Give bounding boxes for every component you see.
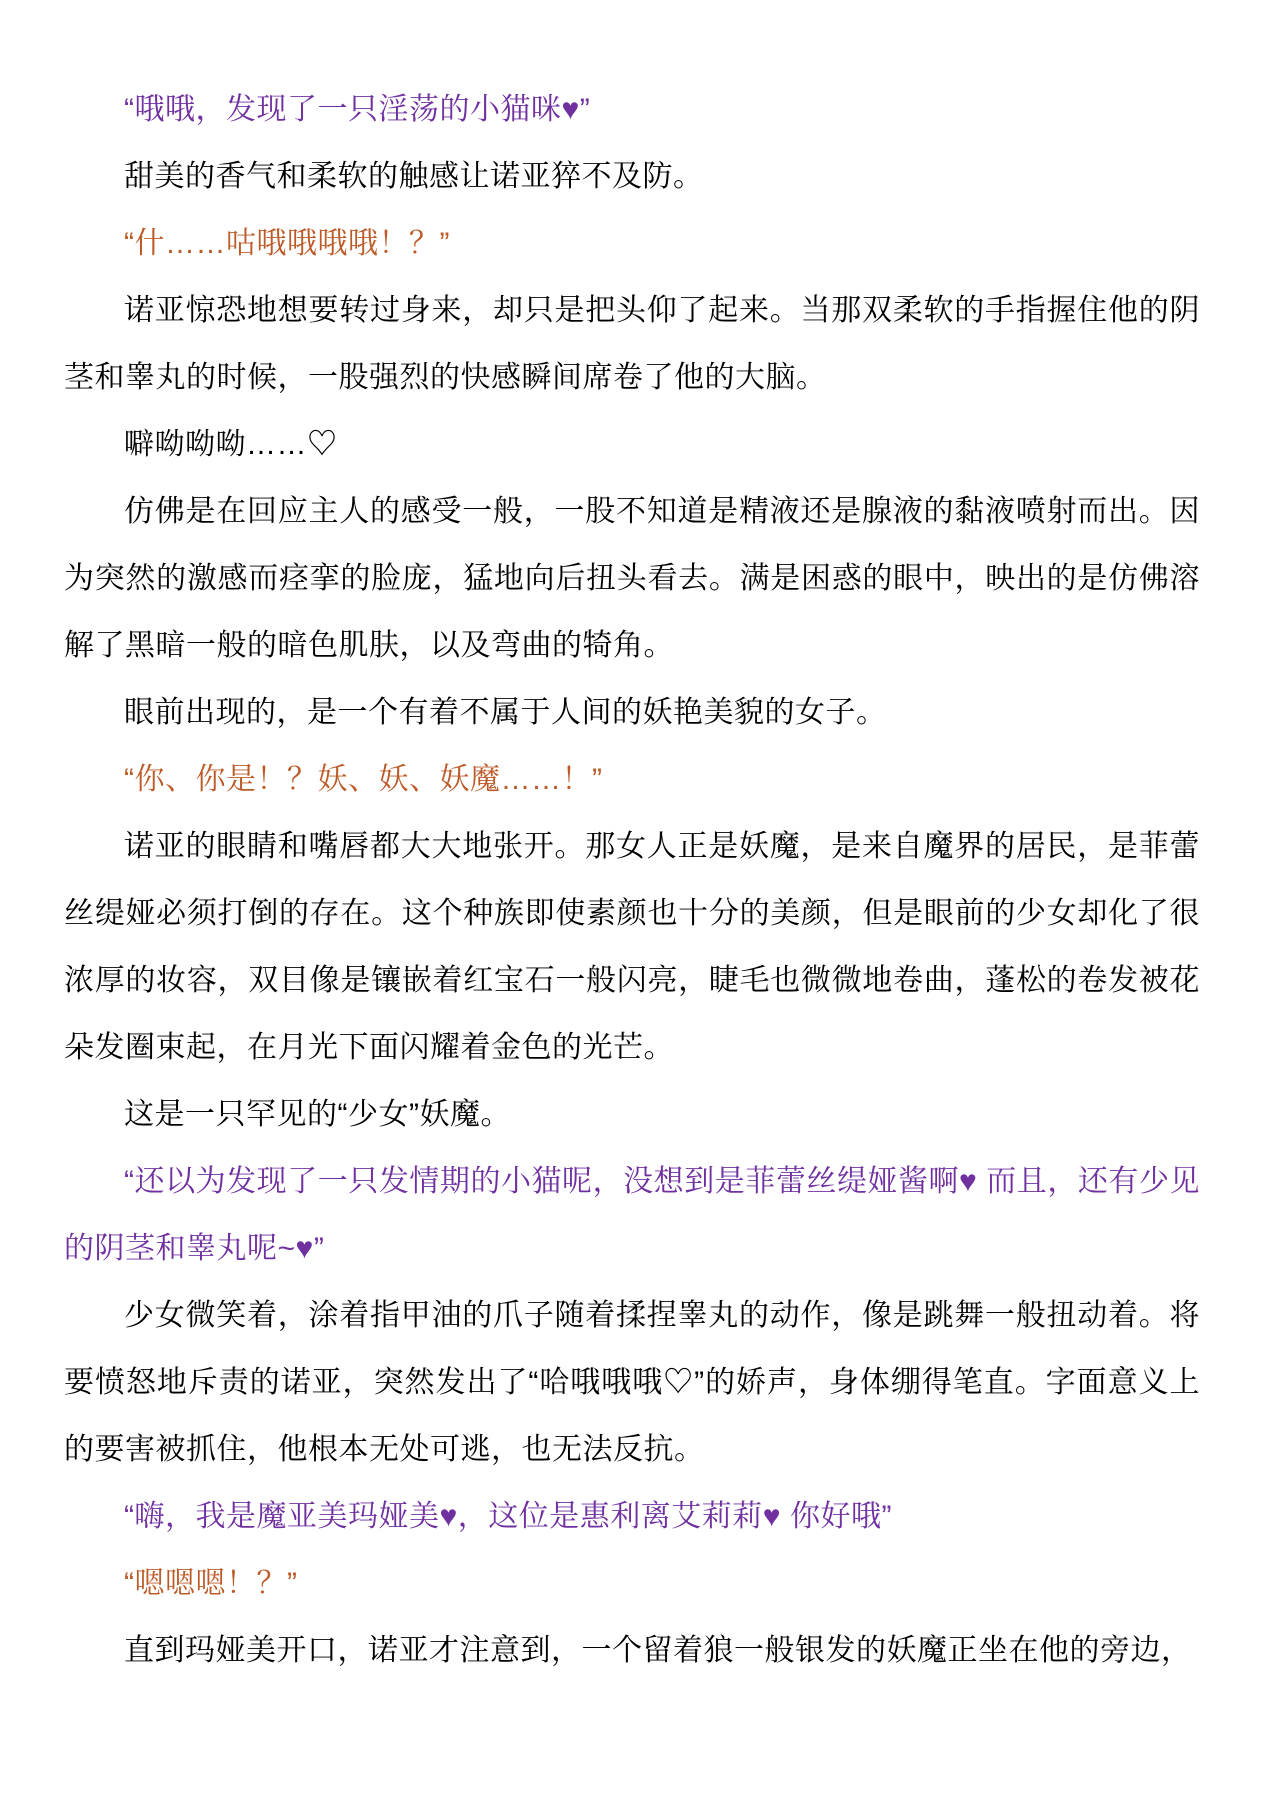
paragraph: 眼前出现的，是一个有着不属于人间的妖艳美貌的女子。 <box>124 696 887 729</box>
paragraph: 诺亚的眼睛和嘴唇都大大地张开。那女人正是妖魔，是来自魔界的居民，是菲蕾丝缇娅必须打倒的存在。这个种族即使素颜也十分的美颜，但是眼前的少女却化了很浓厚的妆容，双目像是镶嵌着红宝石一般闪亮，睫毛也微微地卷曲，蓬松的卷发被花朵发圈束起，在月光下面闪耀着金色的光芒。 <box>64 830 1200 1064</box>
paragraph: “什……咕哦哦哦哦！？” <box>124 227 450 260</box>
paragraph: 这是一只罕见的“少女”妖魔。 <box>124 1098 511 1131</box>
paragraph: “嗯嗯嗯！？” <box>124 1567 298 1600</box>
paragraph: “还以为发现了一只发情期的小猫呢，没想到是菲蕾丝缇娅酱啊♥ 而且，还有少见的阴茎和睾丸呢~♥” <box>64 1165 1200 1265</box>
paragraph: 仿佛是在回应主人的感受一般，一股不知道是精液还是腺液的黏液喷射而出。因为突然的激感而痉挛的脸庞，猛地向后扭头看去。满是困惑的眼中，映出的是仿佛溶解了黑暗一般的暗色肌肤，以及弯曲的犄角。 <box>64 495 1200 662</box>
paragraph: 直到玛娅美开口，诺亚才注意到，一个留着狼一般银发的妖魔正坐在他的旁边， <box>124 1634 1192 1667</box>
paragraph: 少女微笑着，涂着指甲油的爪子随着揉捏睾丸的动作，像是跳舞一般扭动着。将要愤怒地斥责的诺亚，突然发出了“哈哦哦哦♡”的娇声，身体绷得笔直。字面意义上的要害被抓住，他根本无处可逃，也无法反抗。 <box>64 1299 1200 1466</box>
paragraph: “你、你是！？妖、妖、妖魔……！” <box>124 763 603 796</box>
paragraph: 甜美的香气和柔软的触感让诺亚猝不及防。 <box>124 160 704 193</box>
paragraph: 诺亚惊恐地想要转过身来，却只是把头仰了起来。当那双柔软的手指握住他的阴茎和睾丸的时候，一股强烈的快感瞬间席卷了他的大脑。 <box>64 294 1200 394</box>
paragraph: “嗨，我是魔亚美玛娅美♥，这位是惠利离艾莉莉♥ 你好哦” <box>124 1500 892 1533</box>
paragraph: 噼呦呦呦……♡ <box>124 428 338 461</box>
paragraph: “哦哦，发现了一只淫荡的小猫咪♥” <box>124 93 591 126</box>
paragraph-container <box>64 76 1200 1684</box>
